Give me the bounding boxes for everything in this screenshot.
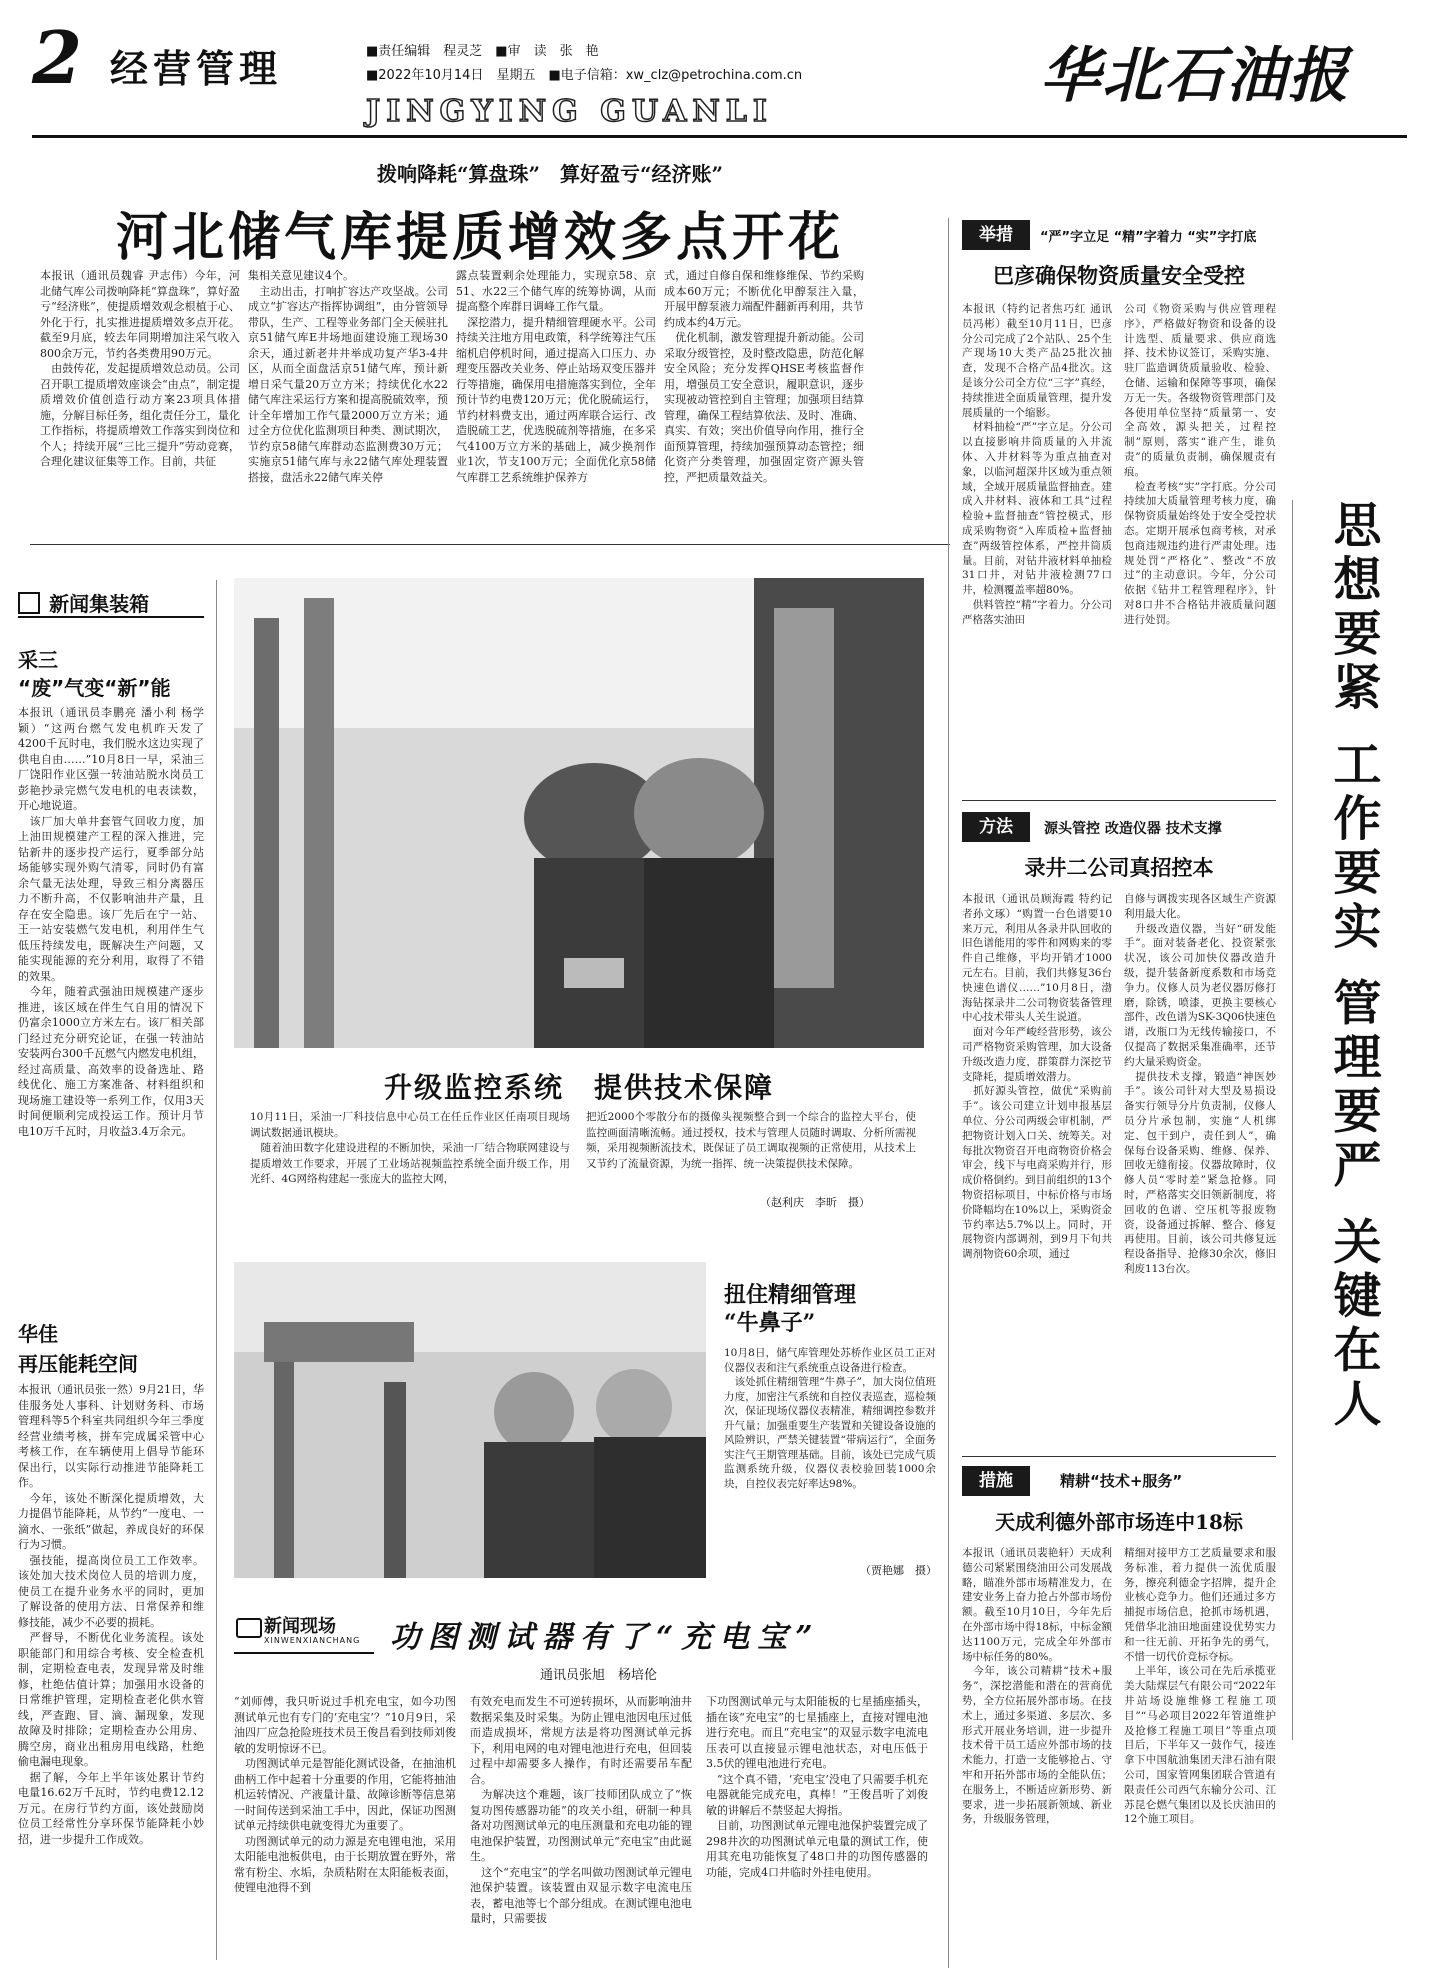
item1-kicker: “严”字立足 “精”字着力 “实”字打底	[1040, 230, 1257, 245]
photo1-credit: （赵利庆 李昕 摄）	[760, 1196, 870, 1209]
news-scene-pinyin: XINWENXIANCHANG	[264, 1636, 361, 1645]
photo2-headline1: 扭住精细管理	[724, 1282, 857, 1308]
bottom-byline: 通讯员张旭 杨培伦	[540, 1668, 658, 1683]
news-box-title: 新闻集装箱	[49, 592, 150, 616]
lead-headline: 河北储气库提质增效多点开花	[115, 207, 844, 268]
lead-col-3: 露点装置剩余处理能力，实现京58、京51、水22三个储气库的统筹协调，从而提高整个库群日调峰工作气量。 深挖潜力，提升精细管理硬水平。公司持续关注地方用电政策，科学统筹注气压缩机启停机时间，通过提高入口压力、办理变压器改关业务、停止站场双变压器并行等措施，确保用电措施落实到位，全年预计节约电费120万元；优化脱硫运行，节约材料费支出，通过两库联合运行、改造脱硫工艺，优选脱硫剂等措施，在多采气4100万立方米的基础上，减少换剂作业1次，节支100万元；全面优化京58储气库群工艺系统维护保养方	[456, 269, 656, 484]
item3-tag: 措施	[962, 1466, 1030, 1496]
lead-col-1: 本报讯（通讯员魏睿 尹志伟）今年，河北储气库公司拨响降耗“算盘珠”，算好盈亏“经济账”，使提质增效观念根植于心、外化于行，扎实推进提质增效多点开花。截至9月底，较去年同期增加注采气收入800余万元，节约各类费用90万元。 由鼓传花，发起提质增效总动员。公司召开职工提质增效座谈会“由点”，制定提质增效价值创造行动方案23项具体措施，分解目标任务，组化责任分工，量化工作指标，将提质增效工作落实到岗位和个人；持续开展“三比三提升”劳动竞赛，合理化建议征集等工作。目前，共征	[40, 269, 240, 468]
photo2-credit: （贾艳娜 摄）	[860, 1564, 937, 1577]
story1-heading2: “废”气变“新”能	[18, 676, 171, 700]
news-scene-label-box	[234, 1612, 374, 1654]
item2-kicker: 源头管控 改造仪器 技术支撑	[1044, 821, 1222, 837]
photo2-caption: 10月8日，储气库管理处苏桥作业区员工正对仪器仪表和注气系统重点设备进行检查。 该处抓住精细管理“牛鼻子”，加大岗位值班力度，加密注气系统和自控仪表巡查，巡检频次，保证现场仪器仪表精准，精细调控参数并升气量；加强重要生产装置和关键设备设施的风险辨识，严禁关键装置“带病运行”，全面务实注气王期管理基础。目前，该处已完成气质监测系统升级，仪器仪表校验回装1000余块，自控仪表完好率达98%。	[724, 1347, 936, 1490]
story2-heading1: 华佳	[18, 1322, 58, 1346]
lead-bottom-rule	[30, 544, 950, 545]
newspaper-name: 华北石油报	[1040, 41, 1350, 111]
news-box-icon	[18, 592, 40, 614]
item3-col-b: 精细对接甲方工艺质量要求和服务标准，着力提供一流优质服务，擦亮利德金字招牌，提升企业核心竞争力。他们还通过多方捕捉市场信息，抢抓市场机遇，凭借华北油田地面建设优势实力和一往无前、开拓争先的勇气，不惜一切代价竞标夺标。 上半年，该公司在先后承揽亚美大陆煤层气有限公司“2022年井站场设施维修工程施工项目”“马必项目2022年管道维护及抢修工程施工项目”等重点项目后，下半年又一鼓作气，接连拿下中国航油集团天津石油有限公司，国家管网集团联合管道有限责任公司西气东输分公司、江苏昆仑燃气集团以及长庆油田的12个施工项目。	[1124, 1547, 1276, 1826]
lead-kicker: 拨响降耗“算盘珠” 算好盈亏“经济账”	[376, 162, 723, 186]
item2-col-a: 本报讯（通讯员顾海霞 特约记者孙文琢）“购置一台色谱要10来万元，利用从各录井队回收的旧色谱能用的零件和网购来的零件自己维修，平均开销才1000元左右。目前，我们共修复36台快速色谱仪……”10月8日，渤海钻探录井二公司物资装备管理中心技术带头人关生说道。 面对今年严峻经营形势，该公司严格物资采购管理，加大设备升级改造力度，群策群力深挖节支降耗，提质增效潜力。 抓好源头管控，做优“采购前手”。该公司建立计划申报基层单位、分公司两级会审机制，严把物资计划入口关、统筹关。对每批次物资召开电商物资价格会审会，线下与电商采购并行，形成价格倒约。到目前组织的13个物资招标项目，中标价格与市场价降幅均在10%以上，采购资金节约率达5.7%以上。同时，开展物资内部调剂，到9月下旬共调剂物资60余项，通过	[962, 893, 1112, 1261]
item3-top-rule	[962, 1456, 1276, 1457]
item1-title: 巴彦确保物资质量安全受控	[993, 263, 1245, 288]
bottom-col-1: “刘师傅，我只听说过手机充电宝，如今功图测试单元也有专门的‘充电宝’？”10月9日，采油四厂应急抢险班技术员王俊昌看到技师刘俊敏的发明惊讶不已。 功图测试单元是智能化测试设备，在抽油机曲柄工作中起着十分重要的作用，它能将抽油机运转情况、产液量计量、故障诊断等信息第一时间传送到采油工手中，因此，保证功图测试单元持续供电就变得尤为重要了。 功图测试单元的动力源是充电锂电池，采用太阳能电池板供电，由于长期放置在野外，常常有粉尘、水垢，杂质粘附在太阳能板表面，使锂电池得不到	[234, 1695, 456, 1894]
bottom-col-3: 下功图测试单元与太阳能板的七星插座插头，插在该“充电宝”的七星插座上，直接对锂电池进行充电。而且“充电宝”的双显示数字电流电压表可以直接显示锂电池状态，对电压低于3.5伏的锂电池进行充电。 “这个真不错，‘充电宝’没电了只需要手机充电器就能完成充电，真棒！”王俊昌听了刘俊敏的讲解后不禁竖起大拇指。 目前，功图测试单元锂电池保护装置完成了298井次的功图测试单元电量的测试工作，使用其充电功能恢复了48口井的功图传感器的功能，完成4口井临时外挂电使用。	[706, 1695, 928, 1879]
item3-kicker: 精耕“技术+服务”	[1060, 1472, 1183, 1490]
lead-col-2: 集相关意见建议4个。 主动出击，打响扩容达产攻坚战。公司成立“扩容达产指挥协调组”，由分管领导带队，生产、工程等业务部门全天候驻扎京51储气库E井场地面建设施工现场30余天，通过新老井井举成功复产华3-4井区，从而全面盘活京51储气库，预计新增日采气量20万立方米；持续优化水22储气库注采运行方案和提高脱硫效率，预计全年增加工作气量2000万立方米；通过全方位优化监测项目种类、测试期次，节约京58储气库群动态监测费30万元；实施京51储气库与永22储气库处理装置搭接，盘活永22储气库关停	[248, 269, 448, 484]
news-scene-label: 新闻现场	[264, 1616, 336, 1637]
story2-heading2: 再压能耗空间	[18, 1352, 138, 1376]
item3-title: 天成利德外部市场连中18标	[995, 1510, 1243, 1534]
photo1-headline: 升级监控系统 提供技术保障	[383, 1071, 774, 1104]
section-title: 经营管理	[110, 47, 283, 91]
item2-title: 录井二公司真招控本	[1024, 855, 1214, 880]
masthead-meta-line2: ■2022年10月14日 星期五 ■电子信箱：xw_clz@petrochina.com.cn	[366, 68, 803, 83]
vertical-slogan: 思想要紧 工作要实 管理要严 关键在人	[1325, 500, 1381, 1433]
item2-col-b: 自修与调拨实现各区域生产资源利用最大化。 升级改造仪器，当好“研发能手”。面对装备老化、投资紧张状况，该公司加快仪器改造升级，提升装备新度系数和市场竞争力。仪修人员为老仪器厉修打磨，除锈，喷漆，更换主要核心部件，改色谱为SK-3Q06快速色谱，改瓶口为无线传输接口，不仅提高了数据采集准确率，还节约大量采购资金。 提供技术支撑，锻造“神医妙手”。该公司针对大型及易损设备实行领导分片负责制，仪修人员分片承包制，实施“人机绑定、包干到户，责任到人”，确保每台设备采购、维修、保养、回收无缝衔接。仪器故障时，仪修人员“零时差”紧急抢修。同时，严格落实交旧领新制度，将回收的色谱、空压机等报废物资，设备通过拆解、整合、修复再使用。目前，该公司共修复远程设备指导、抢修30余次，修旧利废113台次。	[1124, 893, 1276, 1275]
news-box-label	[18, 588, 204, 618]
item1-col-b: 公司《物资采购与供应管理程序》，严格做好物资和设备的设计选型、质量要求、供应商选择、技术协议签订，采购实施、驻厂监造调货质量验收、检验、仓储、运输和保障等事项，确保万无一失。各级物资管理部门及各使用单位坚持“质量第一、安全高效，源头把关，过程控制”原则，落实“谁产生，谁负责”的质量负责制，确保履责有痕。 检查考核“实”字打底。分公司持续加大质量管理考核力度，确保物资质量始终处于安全受控状态。定期开展承包商考核，对承包商违规违约进行严肃处理。违规处罚“严格化”、整改“不放过”的主动意识。今年，分公司依据《钻井工程管理程序》，针对8口井不合格钻井液质量问题进行处罚。	[1124, 303, 1276, 626]
lead-col-4: 式，通过自修自保和维修维保、节约采购成本60万元；不断优化甲醇泵注入量，开展甲醇泵液力端配件翻新再利用，共节约成本约4万元。 优化机制，激发管理提升新动能。公司采取分级管控，及时整改隐患，防范化解安全风险；充分发挥QHSE考核监督作用，增强员工安全意识，履职意识，逐步实现被动管控到自主管理；加强项目结算管理，确保工程结算依法、及时、准确、真实、有效；突出价值导向作用，推行全面预算管理，持续加强预算动态管控；细化资产分类管理，加强固定资产源头管控，严把质量效益关。	[664, 269, 864, 484]
item1-col-a: 本报讯（特约记者焦巧红 通讯员冯彬）截至10月11日，巴彦分公司完成了2个站队、25个生产现场10大类产品25批次抽查，发现不合格产品4批次。这是该分公司全方位“三字”真经，持续推进全面质量管理，提升发展质量的一个缩影。 材料抽检“严”字立足。分公司以直接影响井筒质量的入井流体、入井材料等为重点抽查对象，以临河超深井区域为重点领域，全域开展质量监督抽查。建成入井材料、液体和工具“过程检验+监督抽查”管控模式，形成采购物资“入库质检+监督抽查”两级管控体系，严控井筒质量。目前，对钻井液材料单抽检31口井，对钻井液检测77口井，检测覆盖率超80%。 供料管控“精”字着力。分公司严格落实油田	[962, 303, 1112, 626]
story1-heading1: 采三	[18, 648, 58, 672]
page-number: 2	[32, 15, 83, 100]
photo1-caption-a: 10月11日，采油一厂科技信息中心员工在任丘作业区任南项目现场调试数据通讯模块。 随着油田数字化建设进程的不断加快，采油一厂结合物联网建设与提质增效工作要求，开展了工业场站视频监控系统全面升级工作，用光纤、4G网络构建起一张庞大的监控大网，	[250, 1111, 570, 1185]
center-right-divider	[948, 218, 949, 1968]
slogan-divider	[1292, 500, 1293, 1740]
photo2-headline2: “牛鼻子”	[724, 1310, 816, 1336]
camera-icon	[236, 1618, 262, 1638]
photo-gas-storage-inspection	[234, 1262, 706, 1578]
bottom-headline: 功图测试器有了“充电宝”	[390, 1620, 821, 1655]
left-col-divider	[216, 580, 217, 1960]
section-pinyin: JINGYING GUANLI	[366, 94, 773, 129]
photo-monitoring-system	[234, 578, 924, 1048]
masthead-rule	[32, 135, 1407, 138]
photo1-caption-b: 把近2000个零散分布的摄像头视频整合到一个综合的监控大平台，使监控画面清晰流畅。通过授权，技术与管理人员随时调取、分析所需视频，采用视频断流技术，既保证了员工调取视频的正常使用，从技术上又节约了流量资源，为统一指挥、统一决策提供技术保障。	[586, 1111, 916, 1170]
item2-tag: 方法	[962, 812, 1030, 842]
bottom-col-2: 有效充电而发生不可逆转损坏，从而影响油井数据采集及时采集。为防止锂电池因电压过低而造成损坏，常规方法是将功图测试单元拆下，利用电网的电对锂电池进行充电，但回装过程中却需要多人操作，有时还需要吊车配合。 为解决这个难题，该厂技师团队成立了“恢复功图传感器功能”的攻关小组，研制一种具备对功图测试单元的电压测量和充电功能的锂电池保护装置，功图测试单元“充电宝”由此诞生。 这个“充电宝”的学名叫做功图测试单元锂电池保护装置。该装置由双显示数字电流电压表，蓄电池等七个部分组成。在测试锂电池电量时，只需要拔	[470, 1695, 692, 1925]
item2-top-rule	[962, 800, 1276, 801]
item1-tag: 举措	[962, 220, 1030, 250]
masthead-meta-line1: ■责任编辑 程灵芝 ■审 读 张 艳	[366, 44, 599, 59]
story1-body: 本报讯（通讯员李鹏亮 潘小利 杨学颖）“这两台燃气发电机昨天发了4200千瓦时电，我们脱水这边实现了供电自由……”10月8日一早，采油三厂饶阳作业区强一转油站脱水岗员工彭艳抄录完燃气发电机的电表读数，开心地说道。 该厂加大单井套管气回收力度，加上油田规模建产工程的深入推进，完钻新井的逐步投产运行，夏季部分站场能够实现外购气清零，同时仍有富余气量无法处理，导致三相分离器压力不断升高，不仅影响油井产量，且存在安全隐患。该厂先后在宁一站、王一站安装燃气发电机，利用伴生气低压持续发电，既解决生产问题，又能实现能源的充分利用，取得了不错的效果。 今年，随着武强油田规模建产逐步推进，该区域在伴生气自用的情况下仍富余1000立方米左右。该厂相关部门经过充分研究论证，在强一转油站安装两台300千瓦燃气内燃发电机组，经过高质量、高效率的设备选址、路线优化、施工方案准备、材料组织和现场施工建设等一系列工作，仅用3天时间便顺利完成投运工作。预计月节电10万千瓦时，月收益3.4万余元。	[18, 706, 204, 1138]
item3-col-a: 本报讯（通讯员裴艳轩）天成利德公司紧紧围绕油田公司发展战略，瞄准外部市场精准发力，在建安业务上奋力抢占外部市场份额。截至10月10日，今年先后在外部市场中得18标，中标金额达1100万元，完成全年外部市场中标任务的80%。 今年，该公司精耕“技术+服务”，深挖潜能和潜在的营商优势，全方位拓展外部市场。在技术上，通过多渠道、多层次、多形式开展业务培训，进一步提升技术骨干员工适应外部市场的技术能力，打造一支能够抢占、守牢和开拓外部市场的全能队伍；在服务上，不断适应新形势、新要求，进一步拓展新领域、新业务，升级服务管理，	[962, 1547, 1112, 1826]
story2-body: 本报讯（通讯员张一然）9月21日，华佳服务处人事科、计划财务科、市场管理科等5个科室共同组织今年三季度经营业绩考核，拼车完成属采管中心考核工作，在车辆使用上倡导节能环保出行，以实际行动推进节能降耗工作。 今年，该处不断深化提质增效，大力提倡节能降耗，从节约“一度电、一滴水、一张纸”做起，养成良好的环保行为习惯。 强技能，提高岗位员工工作效率。该处加大技术岗位人员的培训力度，使员工在提升业务水平的同时，更加了解设备的使用方法、日常保养和维修技能，减少不必要的损耗。 严督导，不断优化业务流程。该处职能部门和用综合考核、安全检查机制，定期检查电表，发现异常及时维修，杜绝估值计算；加强用水设备的日常维护管理，定期检查老化供水管线，严查跑、冒、滴、漏现象，发现故障及时排除；定期检查办公用房、腾空房，商业出租房用电线路，杜绝偷电漏电现象。 据了解，今年上半年该处累计节约电量16.62万千瓦时，节约电费12.12万元。在房行节约方面，该处鼓励岗位员工经常性分享环保节能降耗小妙招，进一步提升工作成效。	[18, 1383, 204, 1846]
